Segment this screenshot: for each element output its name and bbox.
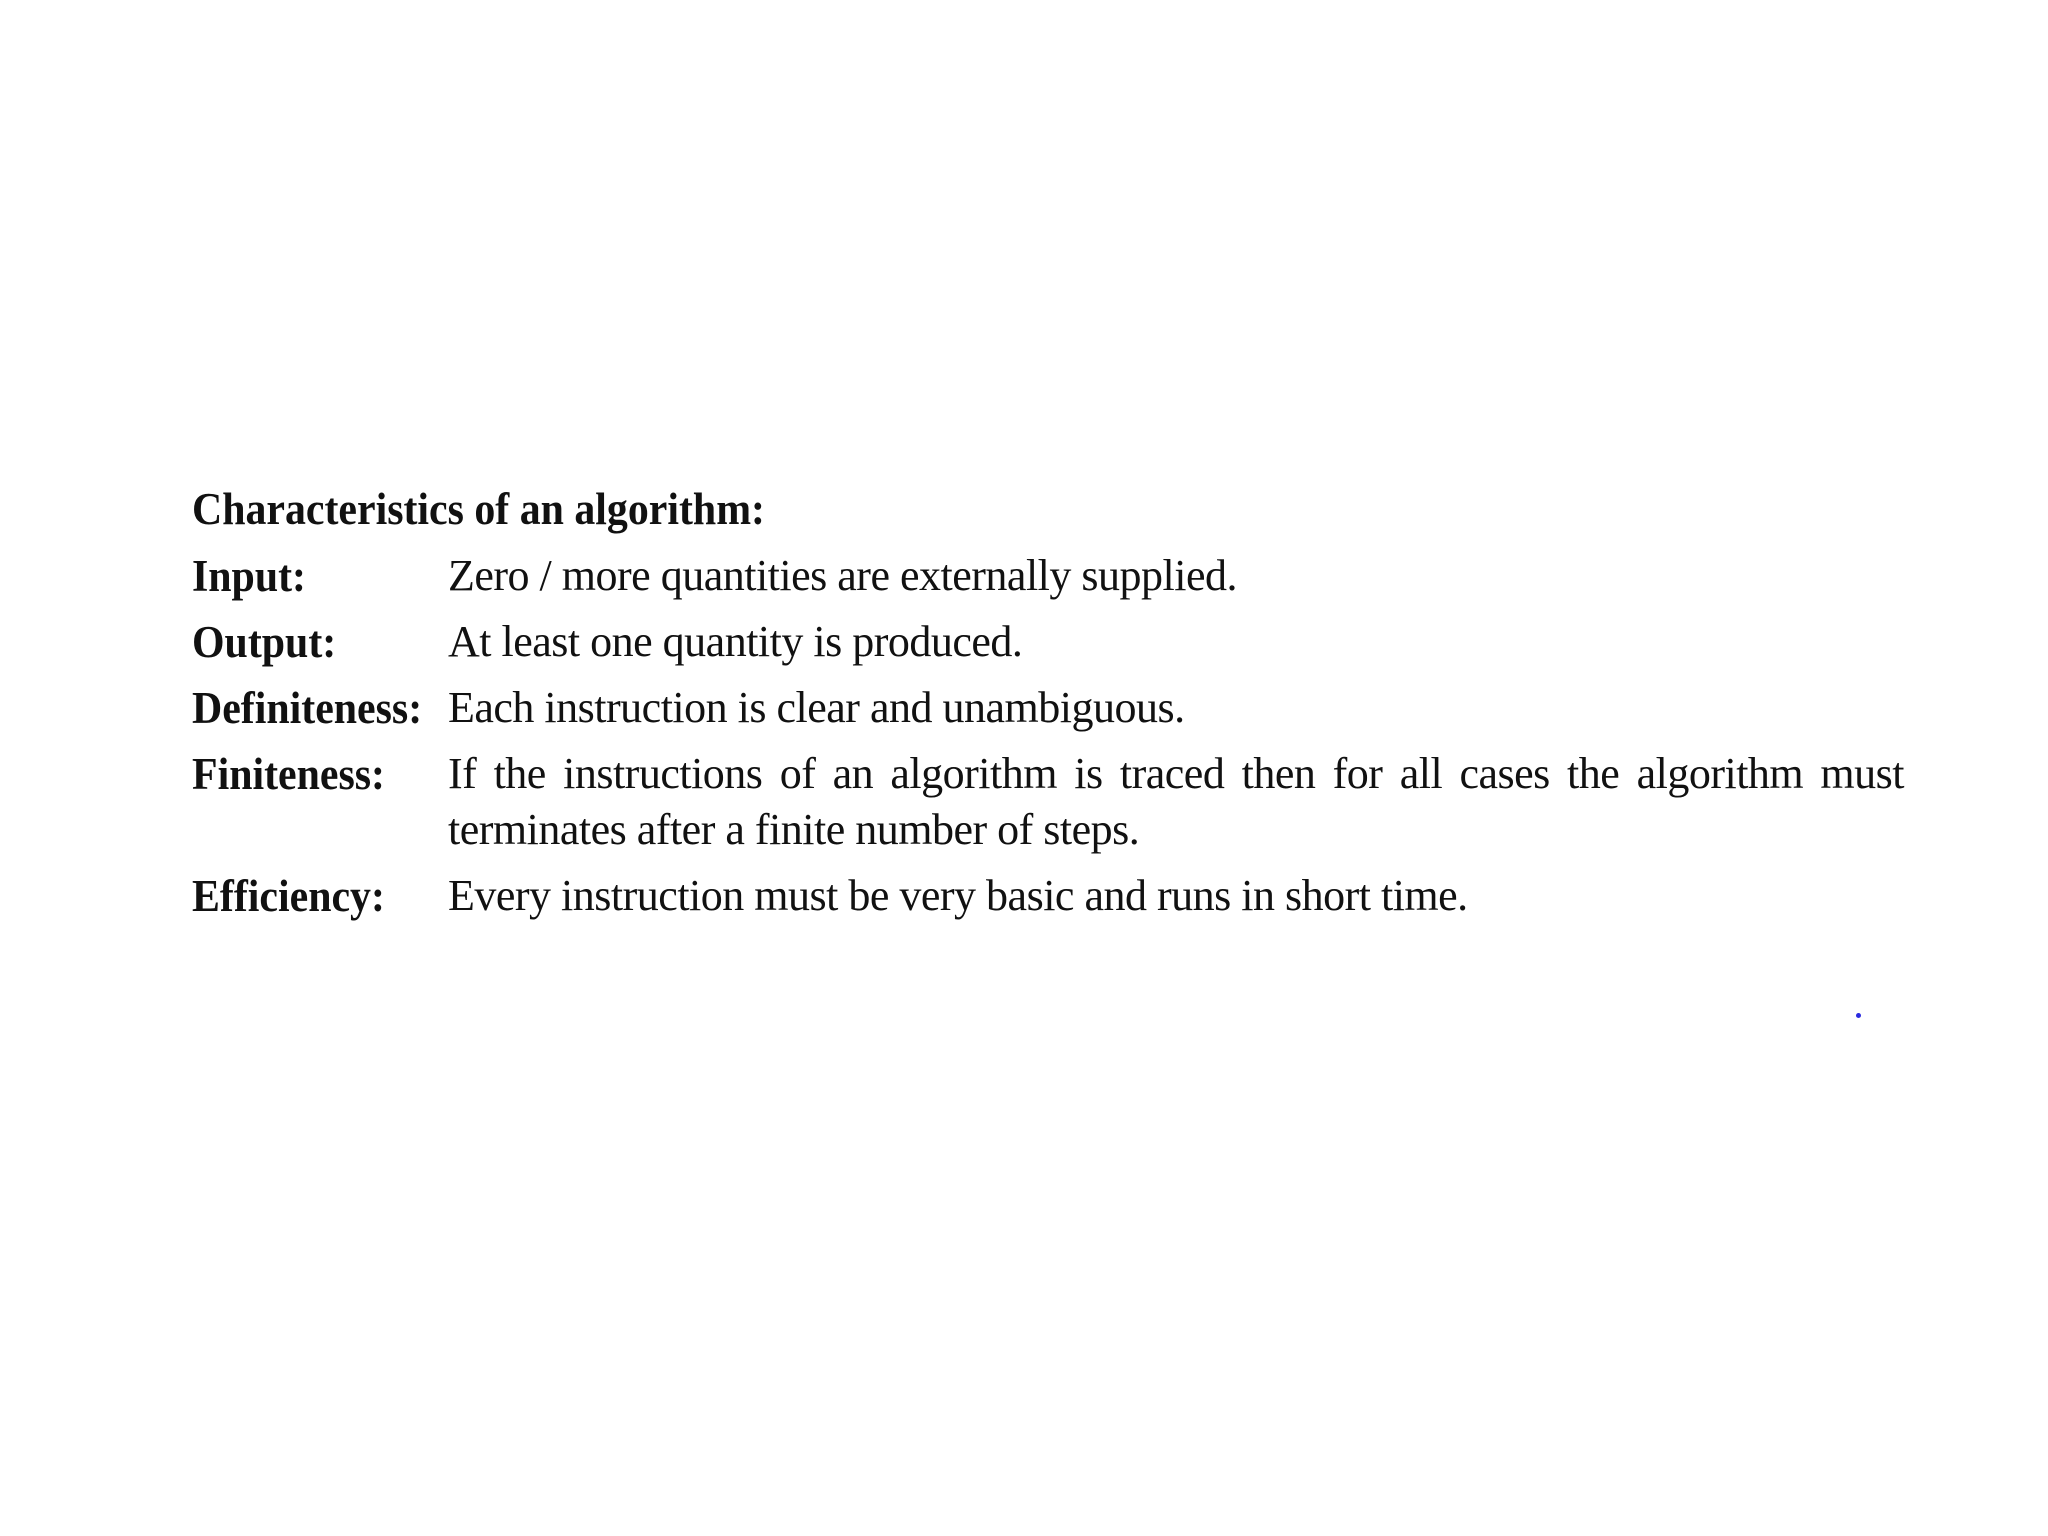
characteristics-section xyxy=(192,482,1904,934)
term-label: Input: xyxy=(192,551,306,601)
term-label: Definiteness: xyxy=(192,683,423,733)
definition-row-output xyxy=(192,614,1904,670)
definition-row-input xyxy=(192,548,1904,604)
term-description: If the instructions of an algorithm is traced then for all cases the algorithm must terminates after a finite number of steps. xyxy=(448,749,1904,854)
term-label: Efficiency: xyxy=(192,871,385,921)
term-description: Each instruction is clear and unambiguous. xyxy=(448,683,1185,732)
section-heading: Characteristics of an algorithm: xyxy=(192,484,765,534)
definition-row-efficiency xyxy=(192,868,1904,924)
term-description: Zero / more quantities are externally supplied. xyxy=(448,551,1237,600)
definition-row-finiteness xyxy=(192,746,1904,858)
term-description: Every instruction must be very basic and runs in short time. xyxy=(448,871,1468,920)
term-label: Output: xyxy=(192,617,337,667)
term-label: Finiteness: xyxy=(192,749,385,799)
definition-row-definiteness xyxy=(192,680,1904,736)
term-description: At least one quantity is produced. xyxy=(448,617,1023,666)
blue-dot-mark xyxy=(1856,1013,1861,1018)
